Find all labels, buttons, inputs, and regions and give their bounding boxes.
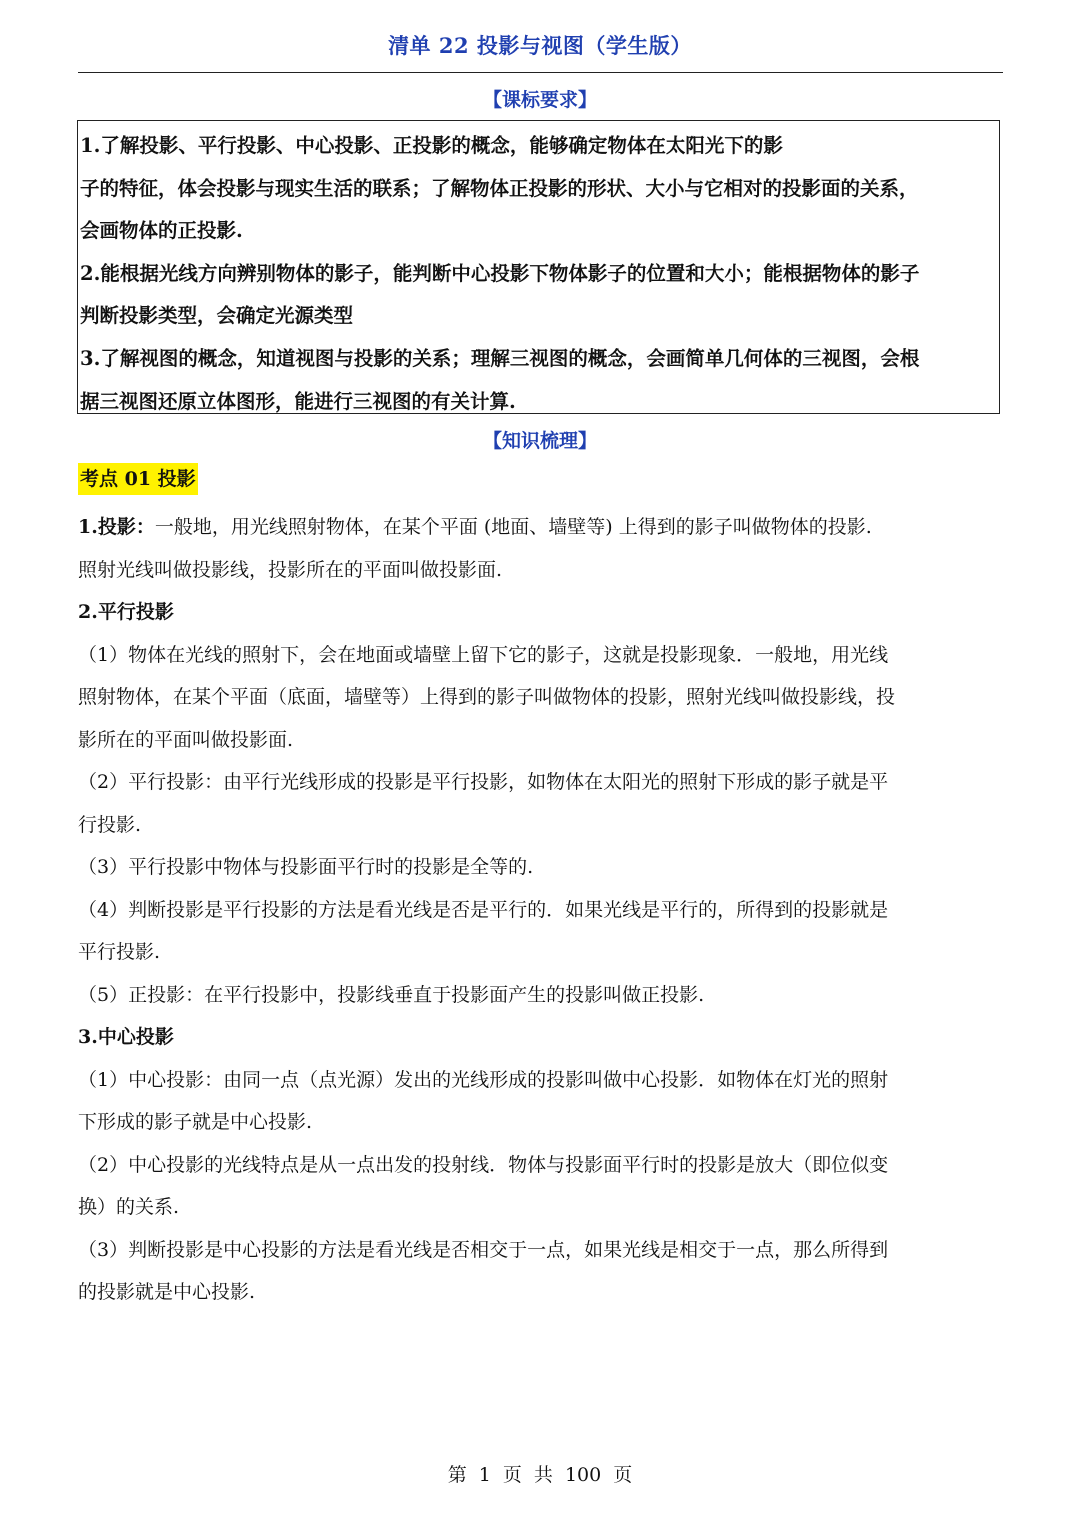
- text-line: 的投影就是中心投影.: [78, 1281, 256, 1303]
- page-number: 第 1 页 共 100 页: [447, 1464, 633, 1486]
- text-line: 行投影.: [78, 813, 142, 836]
- paragraph-projection: [78, 506, 1008, 549]
- requirement-line: 3.了解视图的概念，知道视图与投影的关系；理解三视图的概念，会画简单几何体的三视图，会根: [80, 346, 920, 370]
- text-line: （1）中心投影：由同一点（点光源）发出的光线形成的投影叫做中心投影．如物体在灯光的照射: [78, 1068, 889, 1091]
- text-line: 下形成的影子就是中心投影.: [78, 1111, 313, 1133]
- section-heading-knowledge: 【知识梳理】: [482, 430, 597, 452]
- paragraph-text: 一般地，用光线照射物体，在某个平面 (地面、墙壁等) 上得到的影子叫做物体的投影.: [154, 516, 872, 538]
- requirement-line: 2.能根据光线方向辨别物体的影子，能判断中心投影下物体影子的位置和大小；能根据物体的影子: [80, 261, 920, 285]
- requirement-line: 会画物体的正投影.: [80, 219, 243, 243]
- text-line: （2）平行投影：由平行光线形成的投影是平行投影，如物体在太阳光的照射下形成的影子就是平: [78, 771, 889, 793]
- requirement-line: 1.了解投影、平行投影、中心投影、正投影的概念，能够确定物体在太阳光下的影: [80, 134, 783, 157]
- header-divider: [78, 72, 1003, 73]
- text-line: （4）判断投影是平行投影的方法是看光线是否是平行的．如果光线是平行的，所得到的投影就是: [78, 898, 889, 921]
- requirement-line: 据三视图还原立体图形，能进行三视图的有关计算.: [80, 389, 516, 413]
- section-heading-curriculum: 【课标要求】: [482, 89, 597, 111]
- text-line: 照射物体，在某个平面（底面，墙壁等）上得到的影子叫做物体的投影，照射光线叫做投影线，投: [78, 686, 896, 708]
- requirements-box: [77, 120, 1000, 414]
- text-line: （5）正投影：在平行投影中，投影线垂直于投影面产生的投影叫做正投影.: [78, 983, 705, 1006]
- paragraph-title: 1.投影：: [78, 516, 155, 538]
- paragraph-title: 3.中心投影: [78, 1026, 174, 1048]
- requirement-line: 判断投影类型，会确定光源类型: [80, 304, 354, 328]
- topic-badge: 考点 01 投影: [78, 463, 198, 495]
- text-line: （3）判断投影是中心投影的方法是看光线是否相交于一点，如果光线是相交于一点，那么所得到: [78, 1238, 889, 1261]
- paragraph-title: 2.平行投影: [78, 601, 174, 623]
- text-line: 平行投影.: [78, 941, 161, 963]
- requirement-line: 子的特征，体会投影与现实生活的联系；了解物体正投影的形状、大小与它相对的投影面的关系，: [80, 176, 919, 200]
- text-line: （1）物体在光线的照射下，会在地面或墙壁上留下它的影子，这就是投影现象．一般地，用光线: [78, 643, 889, 666]
- text-line: 影所在的平面叫做投影面.: [78, 728, 294, 751]
- text-line: （3）平行投影中物体与投影面平行时的投影是全等的.: [78, 856, 534, 878]
- text-line: （2）中心投影的光线特点是从一点出发的投射线．物体与投影面平行时的投影是放大（即位似变: [78, 1153, 889, 1176]
- text-line: 照射光线叫做投影线，投影所在的平面叫做投影面.: [78, 558, 503, 581]
- document-title: 清单 22 投影与视图（学生版）: [388, 33, 692, 58]
- content-body: [78, 506, 1008, 1314]
- text-line: 换）的关系.: [78, 1196, 180, 1218]
